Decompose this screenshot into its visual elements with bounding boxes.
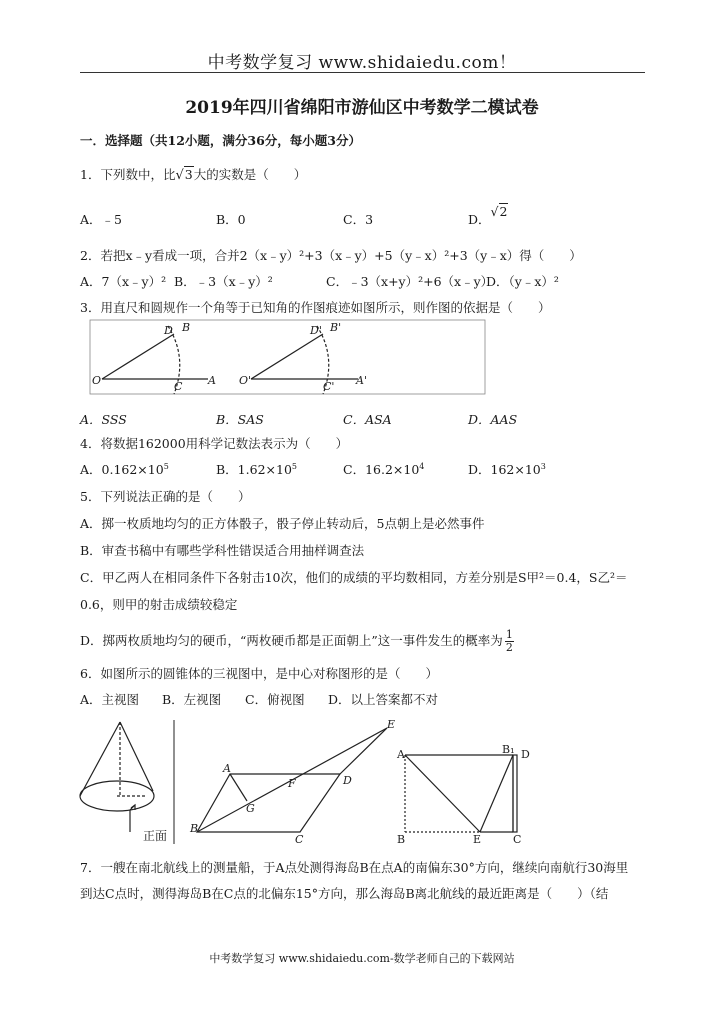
q4-d-base: D．162×10	[468, 462, 541, 477]
fig-label: O	[92, 374, 102, 387]
q2-option-d: D．（y﹣x）²	[486, 274, 559, 289]
fig-label: A'	[356, 374, 367, 387]
q3-option-c: C．ASA	[343, 412, 392, 427]
question-1	[80, 165, 306, 183]
fig-label: A	[208, 374, 216, 387]
q1-option-b: B．0	[216, 212, 246, 227]
question-7-line2: 到达C点时，测得海岛B在C点的北偏东15°方向，那么海岛B离北航线的最近距离是（ ）（结	[80, 886, 609, 901]
fig-label: E	[473, 833, 482, 846]
cone-figure	[80, 722, 154, 832]
q3-option-d: D．AAS	[468, 412, 518, 427]
q6-option-d: D．以上答案都不对	[328, 692, 439, 707]
q4-option-d	[468, 460, 546, 478]
fig-label: B'	[330, 321, 342, 334]
fig-label: D'	[310, 324, 322, 337]
q6-option-a: A．主视图	[80, 692, 140, 707]
question-7-line1: 7．一艘在南北航线上的测量船，于A点处测得海岛B在点A的南偏东30°方向，继续向南航行30海里	[80, 860, 629, 875]
square-fold-figure	[405, 755, 517, 832]
section-heading: 一．选择题（共12小题，满分36分，每小题3分）	[80, 133, 361, 148]
q6-option-c: C．俯视图	[245, 692, 305, 707]
fig-label: C	[174, 380, 183, 393]
question-2: 2．若把x﹣y看成一项，合并2（x﹣y）²+3（x﹣y）+5（y﹣x）²+3（y﹣x）得（ ）	[80, 248, 582, 263]
q1-option-c: C．3	[343, 212, 374, 227]
q5-option-d	[80, 629, 514, 654]
q1-option-a: A．﹣5	[80, 212, 122, 227]
q1-root: 3	[184, 167, 193, 182]
ray-ob-prime	[251, 334, 323, 379]
sqrt-sign-icon: √	[490, 204, 499, 219]
q4-a-exp: 5	[163, 461, 169, 471]
q4-d-exp: 3	[540, 461, 546, 471]
page-footer: 中考数学复习 www.shidaiedu.com-数学老师自己的下载网站	[209, 952, 515, 965]
fig-label: C	[295, 833, 304, 846]
q1-stem-b: 大的实数是（ ）	[193, 167, 307, 182]
fig-label: D	[521, 748, 530, 761]
q5-option-c-line1: C．甲乙两人在相同条件下各射击10次，他们的成绩的平均数相同，方差分别是S甲²＝0.4，S乙²＝	[80, 570, 628, 585]
question-5: 5．下列说法正确的是（ ）	[80, 489, 251, 504]
fig-label: A	[223, 762, 231, 775]
q2-option-a: A．7（x﹣y）²	[80, 274, 167, 289]
fraction	[505, 629, 514, 654]
fig-label: B₁	[502, 743, 515, 756]
q4-b-base: B．1.62×10	[216, 462, 292, 477]
question-4: 4．将数据162000用科学记数法表示为（ ）	[80, 436, 349, 451]
sqrt-sign-icon: √	[175, 168, 184, 183]
ray-ob	[102, 334, 174, 379]
q1-stem-a: 1．下列数中，比	[80, 167, 176, 182]
q5-option-b: B．审查书稿中有哪些学科性错误适合用抽样调查法	[80, 543, 365, 558]
q4-option-b	[216, 460, 297, 478]
q1-option-d	[468, 204, 508, 228]
fig-label: E	[387, 718, 396, 731]
q4-c-exp: 4	[419, 461, 425, 471]
fig-label: D	[164, 324, 173, 337]
q2-option-c: C．﹣3（x+y）²+6（x﹣y）	[326, 274, 494, 289]
q6-option-b: B．左视图	[162, 692, 222, 707]
q4-c-base: C．16.2×10	[343, 462, 420, 477]
header-rule	[80, 72, 645, 73]
fraction-numerator: 1	[505, 628, 513, 641]
q3-figure	[88, 318, 488, 396]
fig-label: B	[397, 833, 406, 846]
q1-option-d-root	[491, 204, 509, 219]
fig-label: C	[513, 833, 522, 846]
q4-b-exp: 5	[291, 461, 297, 471]
fig-label: B	[190, 822, 199, 835]
q5-option-d-text: D．掷两枚质地均匀的硬币，“两枚硬币都是正面朝上”这一事件发生的概率为	[80, 633, 503, 648]
page-header: 中考数学复习 www.shidaiedu.com！	[207, 53, 517, 73]
page-title: 2019年四川省绵阳市游仙区中考数学二模试卷	[185, 98, 539, 118]
fig-label: B	[182, 321, 191, 334]
figures-row	[75, 716, 645, 846]
front-view-label: 正面	[143, 829, 168, 843]
fig-label: A	[397, 748, 405, 761]
fig-label: F	[288, 777, 296, 790]
q1-option-d-label: D．	[468, 212, 491, 227]
fig-label: O'	[239, 374, 252, 387]
q4-option-a	[80, 460, 169, 478]
q3-option-b: B．SAS	[216, 412, 264, 427]
q5-option-a: A．掷一枚质地均匀的正方体骰子，骰子停止转动后，5点朝上是必然事件	[80, 516, 485, 531]
question-3: 3．用直尺和圆规作一个角等于已知角的作图痕迹如图所示，则作图的依据是（ ）	[80, 300, 551, 315]
fig-label: C'	[323, 380, 335, 393]
q3-option-a: A．SSS	[80, 412, 127, 427]
question-6: 6．如图所示的圆锥体的三视图中，是中心对称图形的是（ ）	[80, 666, 438, 681]
q2-option-b: B．﹣3（x﹣y）²	[174, 274, 273, 289]
fig-label: D	[343, 774, 352, 787]
fraction-denominator: 2	[505, 641, 513, 654]
q1-option-d-radicand: 2	[499, 204, 508, 219]
q5-option-c-line2: 0.6，则甲的射击成绩较稳定	[80, 597, 238, 612]
q4-a-base: A．0.162×10	[80, 462, 164, 477]
fig-label: G	[246, 802, 255, 815]
q4-option-c	[343, 460, 424, 478]
